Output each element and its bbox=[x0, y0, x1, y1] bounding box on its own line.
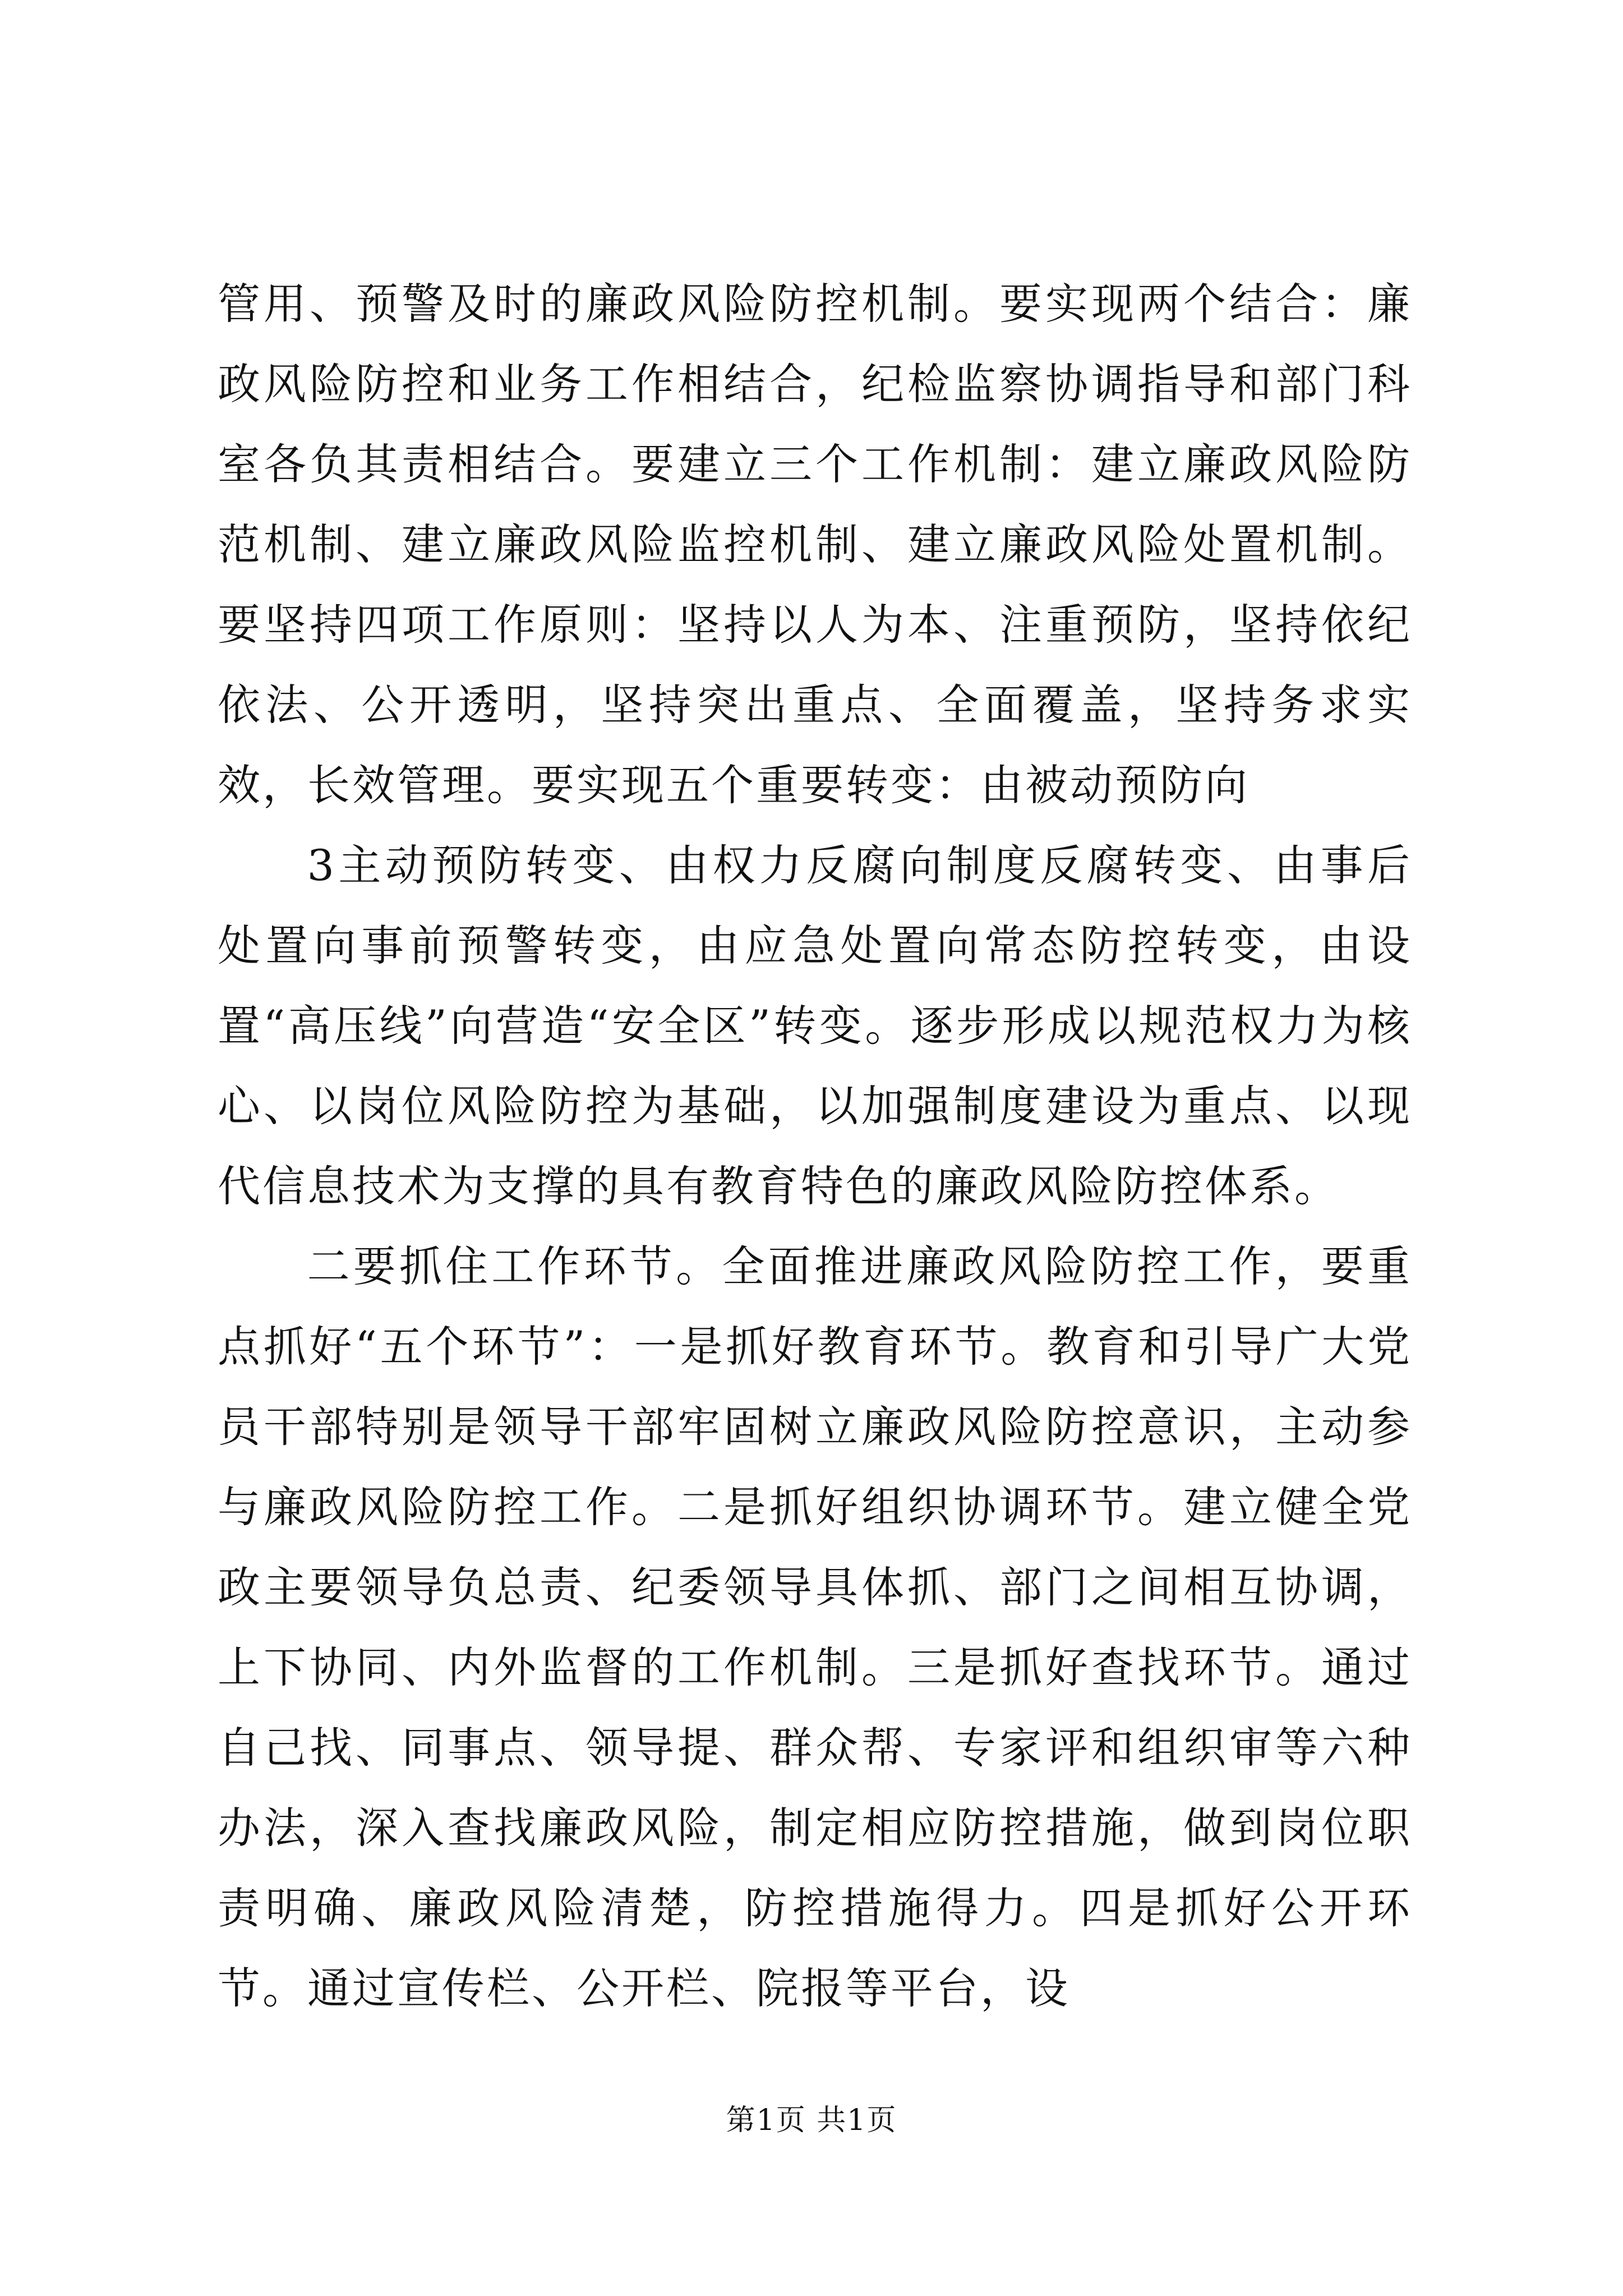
paragraph-2: 3主动预防转变、由权力反腐向制度反腐转变、由事后处置向事前预警转变，由应急处置向常态防控转变，由设置“高压线”向营造“安全区”转变。逐步形成以规范权力为核心、以岗位风险防控为基础，以加强制度建设为重点、以现代信息技术为支撑的具有教育特色的廉政风险防控体系。 bbox=[218, 840, 1412, 1211]
page-footer: 第1页 共1页 bbox=[726, 2104, 897, 2137]
paragraph-1: 管用、预警及时的廉政风险防控机制。要实现两个结合：廉政风险防控和业务工作相结合，纪检监察协调指导和部门科室各负其责相结合。要建立三个工作机制：建立廉政风险防范机制、建立廉政风险监控机制、建立廉政风险处置机制。要坚持四项工作原则：坚持以人为本、注重预防，坚持依纪依法、公开透明，坚持突出重点、全面覆盖，坚持务求实效，长效管理。要实现五个重要转变：由被动预防向 bbox=[218, 279, 1412, 810]
body-text bbox=[218, 264, 1412, 2028]
paragraph-3: 二要抓住工作环节。全面推进廉政风险防控工作，要重点抓好“五个环节”：一是抓好教育环节。教育和引导广大党员干部特别是领导干部牢固树立廉政风险防控意识，主动参与廉政风险防控工作。二是抓好组织协调环节。建立健全党政主要领导负总责、纪委领导具体抓、部门之间相互协调，上下协同、内外监督的工作机制。三是抓好查找环节。通过自己找、同事点、领导提、群众帮、专家评和组织审等六种办法，深入查找廉政风险，制定相应防控措施，做到岗位职责明确、廉政风险清楚，防控措施得力。四是抓好公开环节。通过宣传栏、公开栏、院报等平台，设 bbox=[218, 1241, 1412, 2013]
